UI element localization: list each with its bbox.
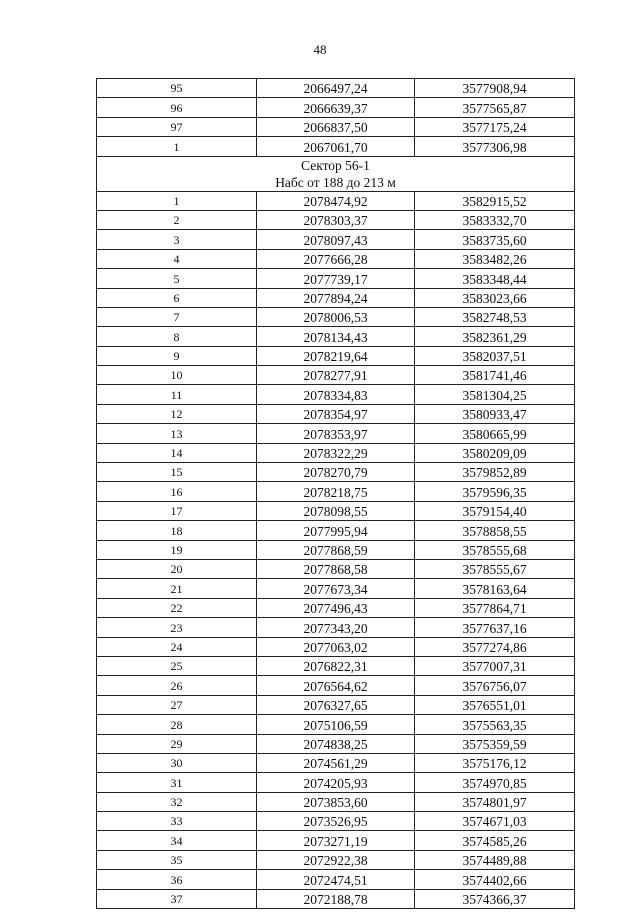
point-number-cell: 37: [97, 889, 257, 908]
point-number-cell: 23: [97, 618, 257, 637]
point-number-cell: 30: [97, 753, 257, 772]
y-coordinate-cell: 3583023,66: [415, 288, 575, 307]
table-row: [97, 79, 575, 98]
table-row: [97, 579, 575, 598]
x-coordinate-cell: 2066497,24: [257, 79, 415, 98]
point-number-cell: 96: [97, 98, 257, 117]
x-coordinate-cell: 2077868,58: [257, 559, 415, 578]
table-row: [97, 288, 575, 307]
table-row: [97, 191, 575, 210]
x-coordinate-cell: 2077868,59: [257, 540, 415, 559]
y-coordinate-cell: 3580665,99: [415, 424, 575, 443]
rows-before: [97, 79, 575, 157]
y-coordinate-cell: 3578163,64: [415, 579, 575, 598]
x-coordinate-cell: 2078322,29: [257, 443, 415, 462]
table-row: [97, 137, 575, 156]
x-coordinate-cell: 2072474,51: [257, 870, 415, 889]
point-number-cell: 11: [97, 385, 257, 404]
y-coordinate-cell: 3581304,25: [415, 385, 575, 404]
x-coordinate-cell: 2072188,78: [257, 889, 415, 908]
y-coordinate-cell: 3577908,94: [415, 79, 575, 98]
point-number-cell: 31: [97, 773, 257, 792]
x-coordinate-cell: 2072922,38: [257, 850, 415, 869]
y-coordinate-cell: 3579154,40: [415, 501, 575, 520]
table-row: [97, 753, 575, 772]
x-coordinate-cell: 2078277,91: [257, 366, 415, 385]
y-coordinate-cell: 3583482,26: [415, 249, 575, 268]
table-row: [97, 850, 575, 869]
point-number-cell: 13: [97, 424, 257, 443]
table-row: [97, 540, 575, 559]
x-coordinate-cell: 2073526,95: [257, 812, 415, 831]
point-number-cell: 20: [97, 559, 257, 578]
y-coordinate-cell: 3583332,70: [415, 210, 575, 229]
point-number-cell: 12: [97, 404, 257, 423]
x-coordinate-cell: 2078006,53: [257, 307, 415, 326]
x-coordinate-cell: 2077496,43: [257, 598, 415, 617]
x-coordinate-cell: 2073271,19: [257, 831, 415, 850]
table-row: [97, 870, 575, 889]
table-row: [97, 676, 575, 695]
point-number-cell: 16: [97, 482, 257, 501]
point-number-cell: 28: [97, 715, 257, 734]
point-number-cell: 29: [97, 734, 257, 753]
point-number-cell: 15: [97, 463, 257, 482]
point-number-cell: 24: [97, 637, 257, 656]
y-coordinate-cell: 3580933,47: [415, 404, 575, 423]
table-row: [97, 773, 575, 792]
table-row: [97, 812, 575, 831]
x-coordinate-cell: 2077739,17: [257, 269, 415, 288]
x-coordinate-cell: 2077343,20: [257, 618, 415, 637]
point-number-cell: 6: [97, 288, 257, 307]
table-row: [97, 831, 575, 850]
y-coordinate-cell: 3579596,35: [415, 482, 575, 501]
y-coordinate-cell: 3583348,44: [415, 269, 575, 288]
x-coordinate-cell: 2077666,28: [257, 249, 415, 268]
point-number-cell: 1: [97, 137, 257, 156]
point-number-cell: 18: [97, 521, 257, 540]
y-coordinate-cell: 3577864,71: [415, 598, 575, 617]
y-coordinate-cell: 3583735,60: [415, 230, 575, 249]
point-number-cell: 22: [97, 598, 257, 617]
table-row: [97, 327, 575, 346]
point-number-cell: 9: [97, 346, 257, 365]
section-subtitle: Набс от 188 до 213 м: [275, 174, 396, 190]
section-header-row: [97, 156, 575, 191]
table-row: [97, 734, 575, 753]
y-coordinate-cell: 3577565,87: [415, 98, 575, 117]
x-coordinate-cell: 2074561,29: [257, 753, 415, 772]
point-number-cell: 27: [97, 695, 257, 714]
x-coordinate-cell: 2077673,34: [257, 579, 415, 598]
table-row: [97, 210, 575, 229]
point-number-cell: 97: [97, 117, 257, 136]
point-number-cell: 26: [97, 676, 257, 695]
point-number-cell: 2: [97, 210, 257, 229]
point-number-cell: 32: [97, 792, 257, 811]
x-coordinate-cell: 2066639,37: [257, 98, 415, 117]
table-row: [97, 559, 575, 578]
y-coordinate-cell: 3577175,24: [415, 117, 575, 136]
y-coordinate-cell: 3579852,89: [415, 463, 575, 482]
y-coordinate-cell: 3574801,97: [415, 792, 575, 811]
y-coordinate-cell: 3574402,66: [415, 870, 575, 889]
table-row: [97, 889, 575, 908]
x-coordinate-cell: 2078134,43: [257, 327, 415, 346]
table-row: [97, 715, 575, 734]
y-coordinate-cell: 3576756,07: [415, 676, 575, 695]
table-row: [97, 424, 575, 443]
y-coordinate-cell: 3578858,55: [415, 521, 575, 540]
table-row: [97, 618, 575, 637]
x-coordinate-cell: 2066837,50: [257, 117, 415, 136]
table-row: [97, 404, 575, 423]
x-coordinate-cell: 2078219,64: [257, 346, 415, 365]
x-coordinate-cell: 2074205,93: [257, 773, 415, 792]
point-number-cell: 33: [97, 812, 257, 831]
table-row: [97, 637, 575, 656]
point-number-cell: 5: [97, 269, 257, 288]
table-row: [97, 249, 575, 268]
x-coordinate-cell: 2076822,31: [257, 656, 415, 675]
table-row: [97, 656, 575, 675]
table-row: [97, 385, 575, 404]
x-coordinate-cell: 2077995,94: [257, 521, 415, 540]
y-coordinate-cell: 3582361,29: [415, 327, 575, 346]
point-number-cell: 36: [97, 870, 257, 889]
y-coordinate-cell: 3578555,68: [415, 540, 575, 559]
x-coordinate-cell: 2075106,59: [257, 715, 415, 734]
x-coordinate-cell: 2078353,97: [257, 424, 415, 443]
y-coordinate-cell: 3578555,67: [415, 559, 575, 578]
table-row: [97, 792, 575, 811]
y-coordinate-cell: 3582037,51: [415, 346, 575, 365]
point-number-cell: 14: [97, 443, 257, 462]
x-coordinate-cell: 2078354,97: [257, 404, 415, 423]
page-number: 48: [313, 42, 327, 57]
y-coordinate-cell: 3574585,26: [415, 831, 575, 850]
point-number-cell: 10: [97, 366, 257, 385]
y-coordinate-cell: 3575359,59: [415, 734, 575, 753]
y-coordinate-cell: 3574970,85: [415, 773, 575, 792]
x-coordinate-cell: 2067061,70: [257, 137, 415, 156]
x-coordinate-cell: 2078097,43: [257, 230, 415, 249]
table-row: [97, 117, 575, 136]
x-coordinate-cell: 2077063,02: [257, 637, 415, 656]
table-row: [97, 98, 575, 117]
x-coordinate-cell: 2078270,79: [257, 463, 415, 482]
table-row: [97, 501, 575, 520]
y-coordinate-cell: 3582915,52: [415, 191, 575, 210]
section-title: Сектор 56-1: [301, 157, 370, 173]
y-coordinate-cell: 3577637,16: [415, 618, 575, 637]
point-number-cell: 8: [97, 327, 257, 346]
section-header-cell: [97, 156, 575, 191]
y-coordinate-cell: 3574489,88: [415, 850, 575, 869]
point-number-cell: 19: [97, 540, 257, 559]
point-number-cell: 17: [97, 501, 257, 520]
point-number-cell: 21: [97, 579, 257, 598]
y-coordinate-cell: 3580209,09: [415, 443, 575, 462]
y-coordinate-cell: 3581741,46: [415, 366, 575, 385]
point-number-cell: 25: [97, 656, 257, 675]
y-coordinate-cell: 3577007,31: [415, 656, 575, 675]
x-coordinate-cell: 2078474,92: [257, 191, 415, 210]
x-coordinate-cell: 2077894,24: [257, 288, 415, 307]
table-row: [97, 482, 575, 501]
table-row: [97, 695, 575, 714]
x-coordinate-cell: 2078334,83: [257, 385, 415, 404]
x-coordinate-cell: 2078303,37: [257, 210, 415, 229]
point-number-cell: 4: [97, 249, 257, 268]
point-number-cell: 34: [97, 831, 257, 850]
x-coordinate-cell: 2078098,55: [257, 501, 415, 520]
y-coordinate-cell: 3582748,53: [415, 307, 575, 326]
rows-after: [97, 191, 575, 908]
table-row: [97, 366, 575, 385]
y-coordinate-cell: 3574671,03: [415, 812, 575, 831]
point-number-cell: 7: [97, 307, 257, 326]
table-row: [97, 307, 575, 326]
point-number-cell: 35: [97, 850, 257, 869]
point-number-cell: 1: [97, 191, 257, 210]
coordinates-table: [96, 78, 575, 909]
table-row: [97, 521, 575, 540]
y-coordinate-cell: 3575176,12: [415, 753, 575, 772]
point-number-cell: 3: [97, 230, 257, 249]
table-row: [97, 443, 575, 462]
x-coordinate-cell: 2073853,60: [257, 792, 415, 811]
table-row: [97, 230, 575, 249]
x-coordinate-cell: 2076564,62: [257, 676, 415, 695]
table-row: [97, 598, 575, 617]
y-coordinate-cell: 3576551,01: [415, 695, 575, 714]
y-coordinate-cell: 3574366,37: [415, 889, 575, 908]
point-number-cell: 95: [97, 79, 257, 98]
table-row: [97, 269, 575, 288]
y-coordinate-cell: 3577274,86: [415, 637, 575, 656]
section-block: [97, 156, 575, 191]
table-row: [97, 463, 575, 482]
x-coordinate-cell: 2078218,75: [257, 482, 415, 501]
y-coordinate-cell: 3575563,35: [415, 715, 575, 734]
x-coordinate-cell: 2076327,65: [257, 695, 415, 714]
x-coordinate-cell: 2074838,25: [257, 734, 415, 753]
y-coordinate-cell: 3577306,98: [415, 137, 575, 156]
table-row: [97, 346, 575, 365]
